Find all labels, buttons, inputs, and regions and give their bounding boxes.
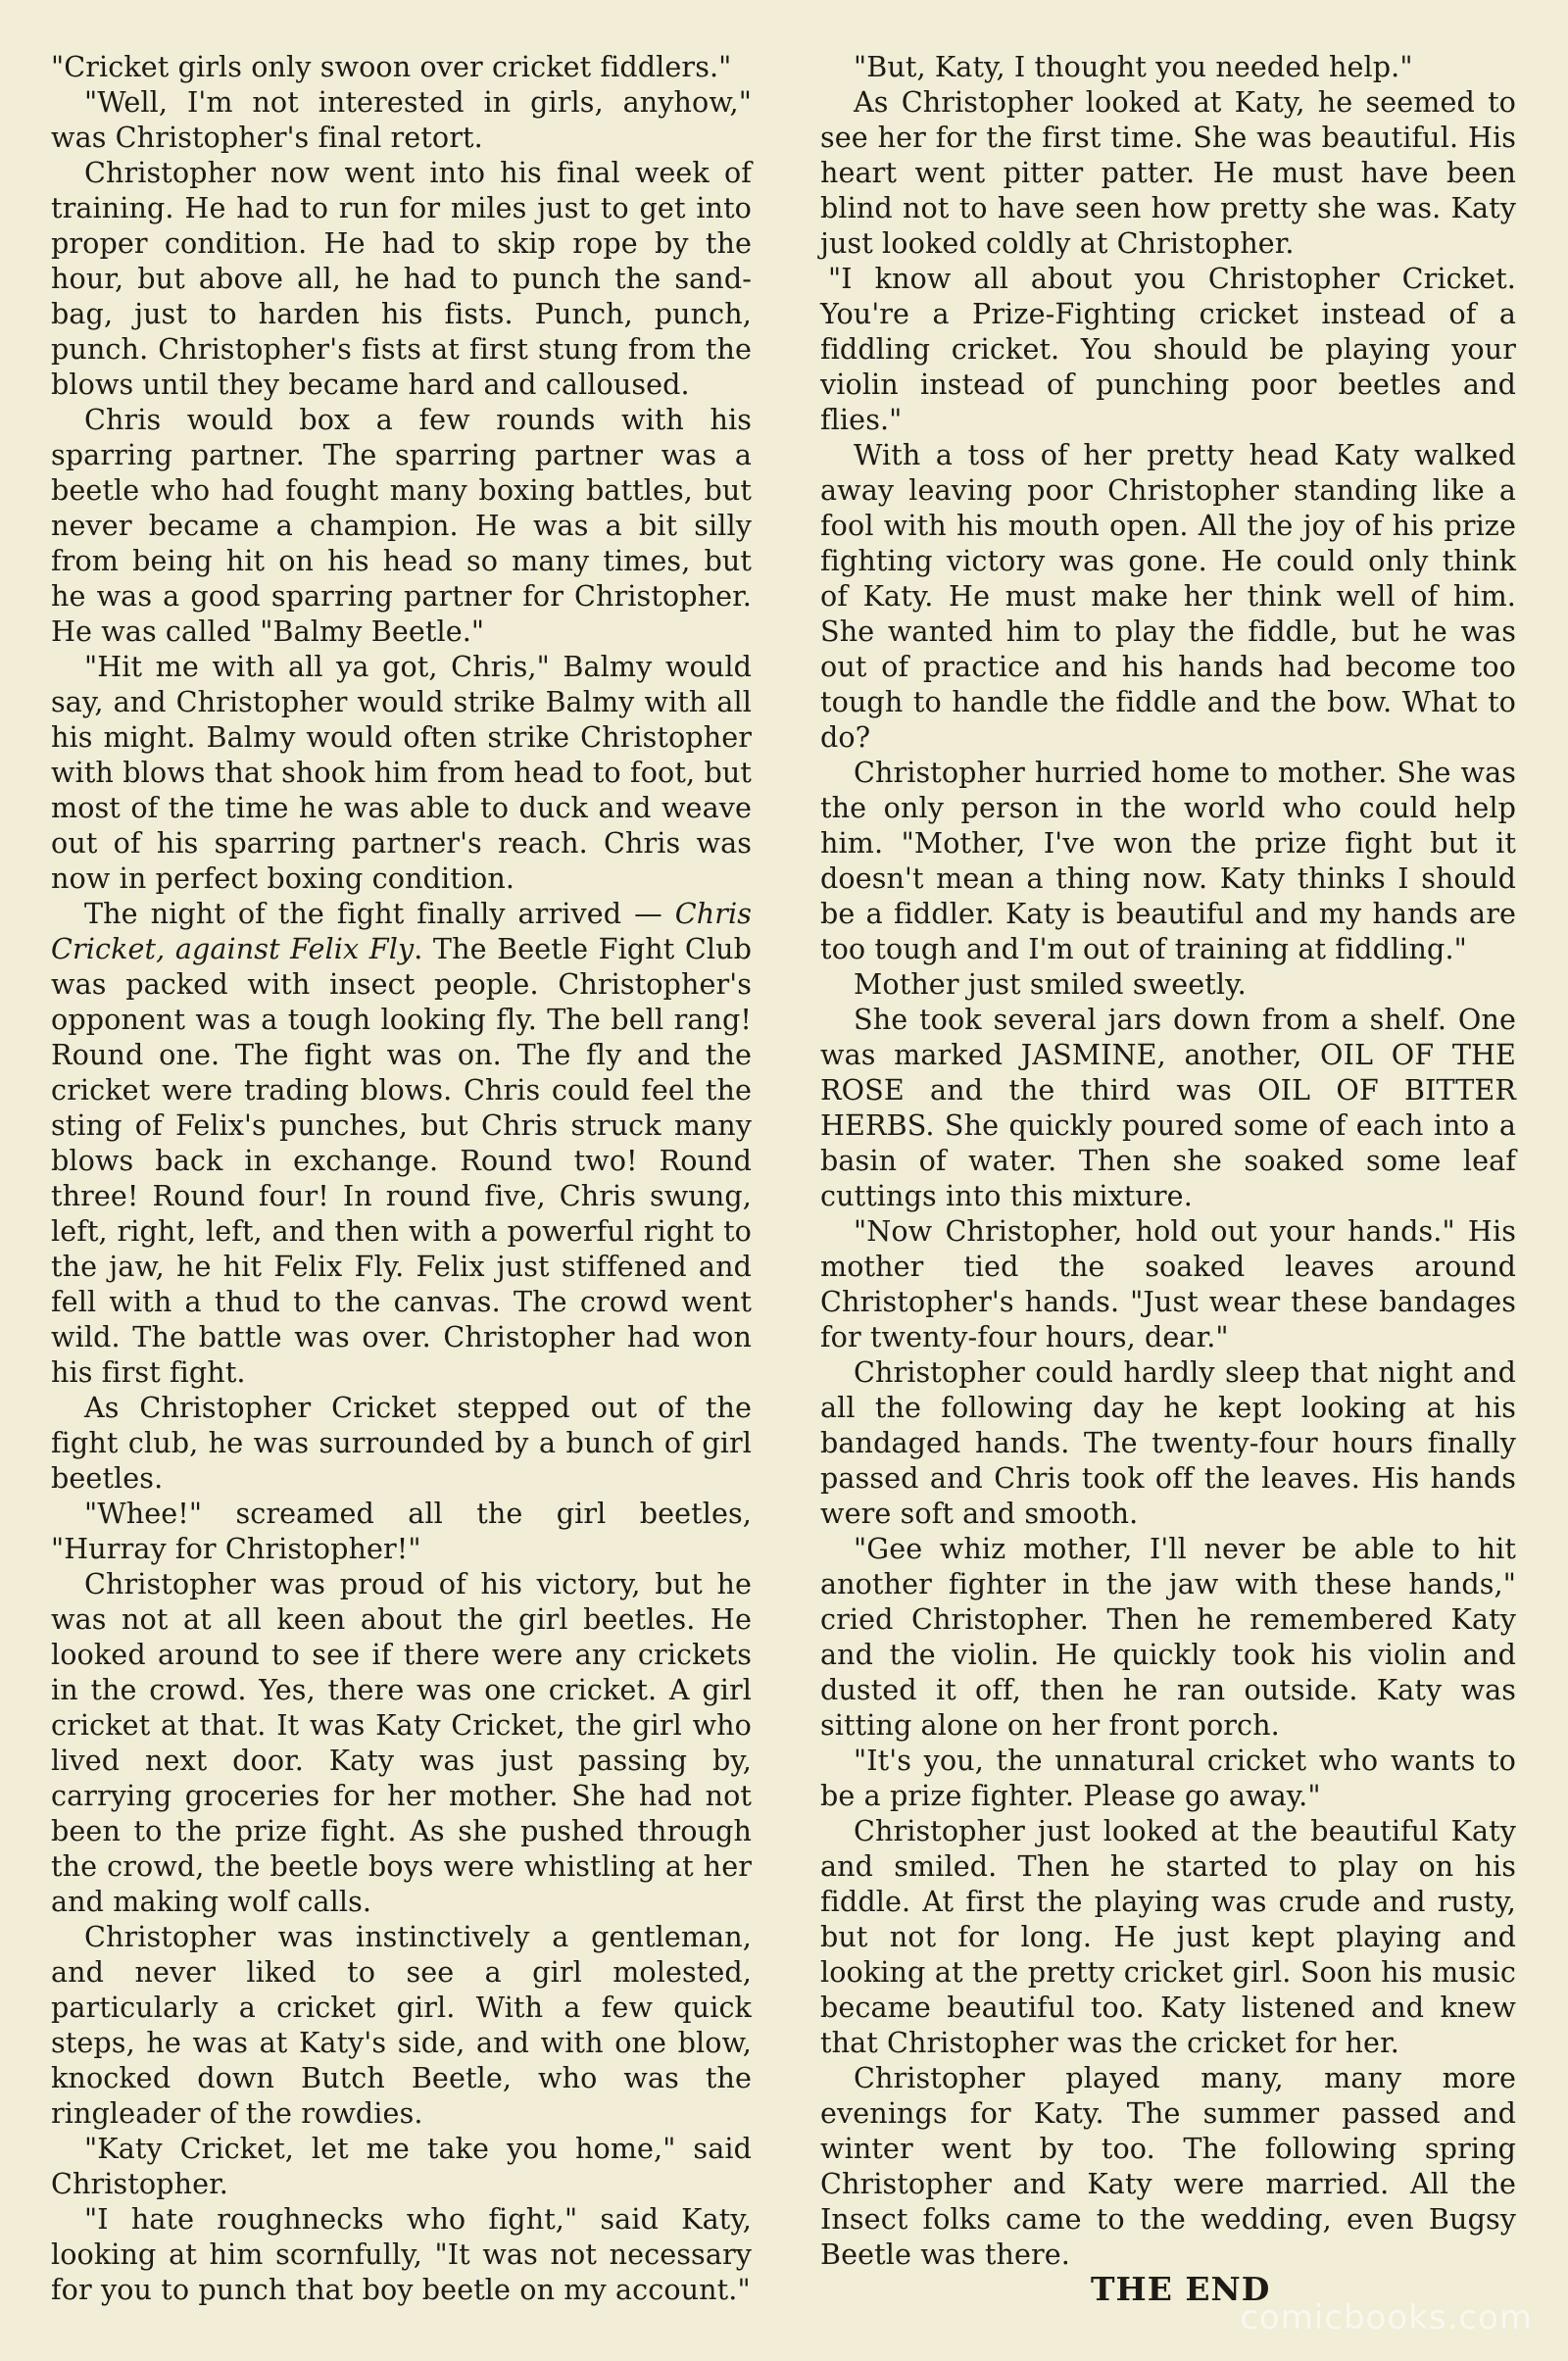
paragraph: "Now Christopher, hold out your hands." His mother tied the soaked leaves around Christopher's hands. "Just wear these bandages for twenty-four hours, dear." [820, 1214, 1516, 1353]
paragraph: She took several jars down from a shelf. One was marked JASMINE, another, OIL OF THE ROSE and the third was OIL OF BITTER HERBS. She quickly poured some of each into a basin of water. Then she soaked some leaf cuttings into this mixture. [820, 1003, 1516, 1212]
paragraph: As Christopher looked at Katy, he seemed to see her for the first time. She was beautiful. His heart went pitter patter. He must have been blind not to have seen how pretty she was. Katy just looked coldly at Christopher. [820, 85, 1516, 260]
site-watermark: comicbooks.com [1240, 2298, 1533, 2337]
right-text-column [820, 49, 1516, 2272]
paragraph: "Well, I'm not interested in girls, anyhow," was Christopher's final retort. [51, 85, 752, 154]
paragraph: "It's you, the unnatural cricket who wants to be a prize fighter. Please go away." [820, 1744, 1516, 1812]
left-text-column [51, 49, 752, 2307]
paragraph: "Gee whiz mother, I'll never be able to hit another fighter in the jaw with these hands," cried Christopher. Then he remembered Katy and the violin. He quickly took his violin and dusted it off, then he ran outside. Katy was sitting alone on her front porch. [820, 1532, 1516, 1742]
paragraph: Christopher was instinctively a gentleman, and never liked to see a girl molested, particularly a cricket girl. With a few quick steps, he was at Katy's side, and with one blow, knocked down Butch Beetle, who was the ringleader of the rowdies. [51, 1920, 752, 2130]
fight-title: Chris Cricket, against Felix Fly [51, 897, 752, 965]
paragraph: The night of the fight finally arrived — Chris Cricket, against Felix Fly. The Beetle Fight Club was packed with insect people. Christopher's opponent was a tough looking fly. The bell rang! Round one. The fight was on. The fly and the cricket were trading blows. Chris could feel the sting of Felix's punches, but Chris struck many blows back in exchange. Round two! Round three! Round four! In round five, Chris swung, left, right, left, and then with a powerful right to the jaw, he hit Felix Fly. Felix just stiffened and fell with a thud to the canvas. The crowd went wild. The battle was over. Christopher had won his first fight. [51, 897, 752, 1389]
paragraph: Christopher now went into his final week of training. He had to run for miles just to get into proper condition. He had to skip rope by the hour, but above all, he had to punch the sand-bag, just to harden his fists. Punch, punch, punch. Christopher's fists at first stung from the blows until they became hard and calloused. [51, 156, 752, 401]
paragraph: "But, Katy, I thought you needed help." [854, 50, 1413, 83]
paragraph: Mother just smiled sweetly. [854, 967, 1247, 1001]
paragraph: "I know all about you Christopher Cricket. You're a Prize-Fighting cricket instead of a fiddling cricket. You should be playing your violin instead of punching poor beetles and flies." [820, 262, 1516, 436]
paragraph: Christopher hurried home to mother. She was the only person in the world who could help him. "Mother, I've won the prize fight but it doesn't mean a thing now. Katy thinks I should be a fiddler. Katy is beautiful and my hands are too tough and I'm out of training at fiddling." [820, 756, 1516, 965]
the-end-label: THE END [1091, 2270, 1271, 2308]
paragraph: Christopher was proud of his victory, but he was not at all keen about the girl beetles. He looked around to see if there were any crickets in the crowd. Yes, there was one cricket. A girl cricket at that. It was Katy Cricket, the girl who lived next door. Katy was just passing by, carrying groceries for her mother. She had not been to the prize fight. As she pushed through the crowd, the beetle boys were whistling at her and making wolf calls. [51, 1567, 752, 1918]
paragraph: With a toss of her pretty head Katy walked away leaving poor Christopher standing like a fool with his mouth open. All the joy of his prize fighting victory was gone. He could only think of Katy. He must make her think well of him. She wanted him to play the fiddle, but he was out of practice and his hands had become too tough to handle the fiddle and the bow. What to do? [820, 438, 1516, 754]
paragraph: "Hit me with all ya got, Chris," Balmy would say, and Christopher would strike Balmy with all his might. Balmy would often strike Christopher with blows that shook him from head to foot, but most of the time he was able to duck and weave out of his sparring partner's reach. Chris was now in perfect boxing condition. [51, 650, 752, 895]
paragraph: "Cricket girls only swoon over cricket fiddlers." [51, 50, 732, 83]
paragraph: Chris would box a few rounds with his sparring partner. The sparring partner was a beetle who had fought many boxing battles, but never became a champion. He was a bit silly from being hit on his head so many times, but he was a good sparring partner for Christopher. He was called "Balmy Beetle." [51, 403, 752, 648]
paragraph: Christopher played many, many more evenings for Katy. The summer passed and winter went by too. The following spring Christopher and Katy were married. All the Insect folks came to the wedding, even Bugsy Beetle was there. [820, 2061, 1516, 2271]
paragraph: "Katy Cricket, let me take you home," said Christopher. [51, 2132, 752, 2200]
paragraph: As Christopher Cricket stepped out of the fight club, he was surrounded by a bunch of girl beetles. [51, 1391, 752, 1495]
paragraph: Christopher just looked at the beautiful Katy and smiled. Then he started to play on his fiddle. At first the playing was crude and rusty, but not for long. He just kept playing and looking at the pretty cricket girl. Soon his music became beautiful too. Katy listened and knew that Christopher was the cricket for her. [820, 1814, 1516, 2059]
paragraph: Christopher could hardly sleep that night and all the following day he kept looking at his bandaged hands. The twenty-four hours finally passed and Chris took off the leaves. His hands were soft and smooth. [820, 1355, 1516, 1530]
paragraph: "Whee!" screamed all the girl beetles, "Hurray for Christopher!" [51, 1497, 752, 1565]
paragraph: "I hate roughnecks who fight," said Katy, looking at him scornfully, "It was not necessary for you to punch that boy beetle on my account." [51, 2202, 752, 2306]
